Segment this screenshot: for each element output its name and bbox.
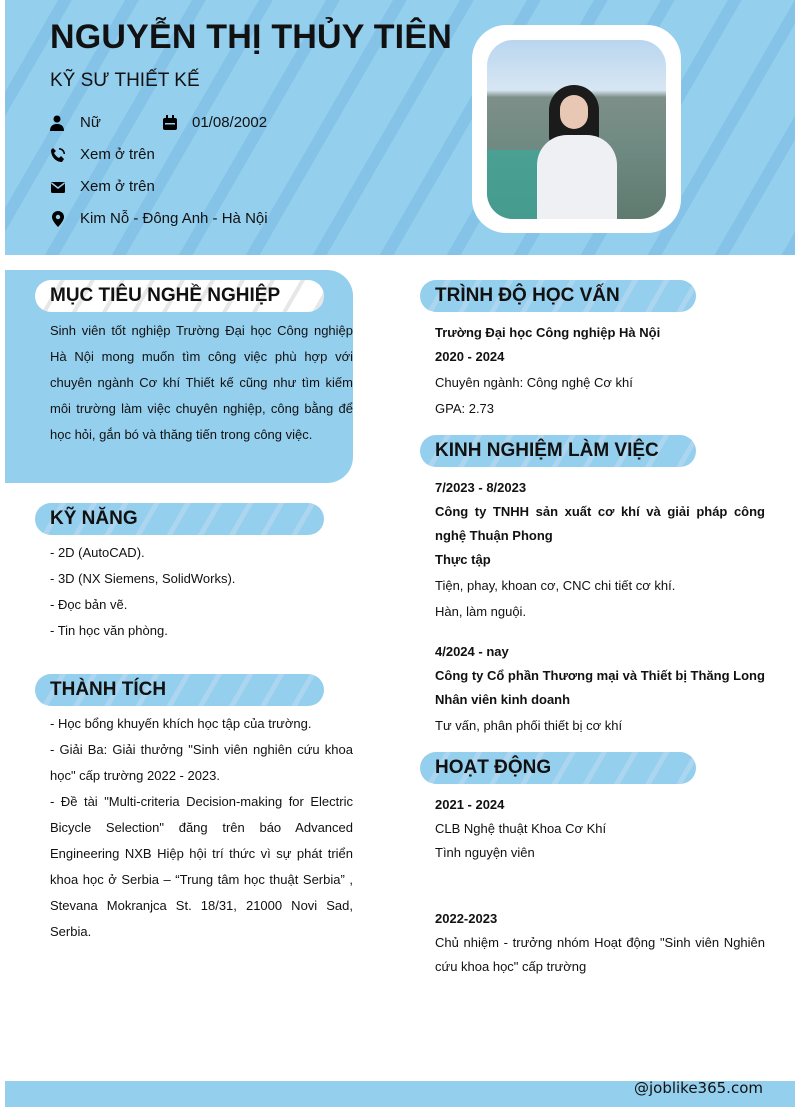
phone-row [50,146,155,163]
gpa: GPA: 2.73 [435,401,495,416]
email-row [50,178,155,195]
job-detail: Hàn, làm nguội. [435,604,527,619]
activities-content [435,793,765,979]
gender: Nữ [80,114,101,131]
achievements-heading: THÀNH TÍCH [35,674,324,706]
job-detail: Tư vấn, phân phối thiết bị cơ khí [435,718,623,733]
skill-item: - Tin học văn phòng. [50,623,168,638]
skills-list [50,540,353,644]
education-content [435,321,765,421]
activity-desc: Chủ nhiệm - trưởng nhóm Hoạt động "Sinh viên Nghiên cứu khoa học" cấp trường [435,935,765,974]
skill-item: - Đọc bản vẽ. [50,597,128,612]
achievement-item: - Giải Ba: Giải thưởng "Sinh viên nghiên cứu khoa học" cấp trường 2022 - 2023. [50,742,353,783]
job-role: Nhân viên kinh doanh [435,692,571,707]
job-company: Công ty TNHH sản xuất cơ khí và giải pháp công nghệ Thuận Phong [435,504,765,543]
activity-period: 2022-2023 [435,911,498,926]
footer-website: @joblike365.com [633,1079,763,1097]
skills-heading: KỸ NĂNG [35,503,324,535]
achievement-item: - Đề tài "Multi-criteria Decision-making for Electric Bicycle Selection" đăng trên báo Advanced Engineering NXB Hiệp hội trí thức vì sự phát triển khoa học ở Serbia – “Trung tâm học thuật Serbia” , Stevana Mokranjca St. 18/31, 21000 Novi Sad, Serbia. [50,794,353,939]
school: Trường Đại học Công nghiệp Hà Nội [435,325,661,340]
job-role: Thực tập [435,552,491,567]
job-company: Công ty Cổ phần Thương mại và Thiết bị Thăng Long [435,668,765,683]
activity-role: Tình nguyện viên [435,845,535,860]
skill-item: - 3D (NX Siemens, SolidWorks). [50,571,236,586]
activities-heading: HOẠT ĐỘNG [420,752,696,784]
envelope-icon [50,179,66,195]
address: Kim Nỗ - Đông Anh - Hà Nội [80,210,268,227]
calendar-icon [162,115,178,131]
phone-icon [50,147,66,163]
birthday: 01/08/2002 [192,114,268,131]
objective-heading: MỤC TIÊU NGHỀ NGHIỆP [35,280,324,312]
skill-item: - 2D (AutoCAD). [50,545,145,560]
candidate-name: NGUYỄN THỊ THỦY TIÊN [50,18,452,56]
education-heading: TRÌNH ĐỘ HỌC VẤN [420,280,696,312]
profile-photo-frame [472,25,681,233]
experience-content [435,476,765,738]
map-pin-icon [50,211,66,227]
education-period: 2020 - 2024 [435,349,505,364]
experience-heading: KINH NGHIỆM LÀM VIỆC [420,435,696,467]
job-period: 4/2024 - nay [435,644,509,659]
footer [5,1081,795,1107]
job-detail: Tiện, phay, khoan cơ, CNC chi tiết cơ khí. [435,578,676,593]
email: Xem ở trên [80,178,155,195]
profile-photo [487,40,666,219]
address-row [50,210,268,227]
birthday-row [162,114,267,131]
job-title: KỸ SƯ THIẾT KẾ [50,70,200,91]
person-icon [50,115,66,131]
major: Chuyên ngành: Công nghệ Cơ khí [435,375,633,390]
gender-row [50,114,101,131]
achievement-item: - Học bổng khuyến khích học tập của trường. [50,716,312,731]
achievements-list [50,711,353,945]
objective-text: Sinh viên tốt nghiệp Trường Đại học Công nghiệp Hà Nội mong muốn tìm công việc phù hợp với chuyên ngành Cơ khí Thiết kế cũng như tìm kiếm môi trường làm việc chuyên nghiệp, công bằng để học hỏi, gắn bó và thăng tiến trong công việc. [50,323,353,442]
job-period: 7/2023 - 8/2023 [435,480,527,495]
activity-period: 2021 - 2024 [435,797,505,812]
activity-org: CLB Nghệ thuật Khoa Cơ Khí [435,821,607,836]
phone: Xem ở trên [80,146,155,163]
